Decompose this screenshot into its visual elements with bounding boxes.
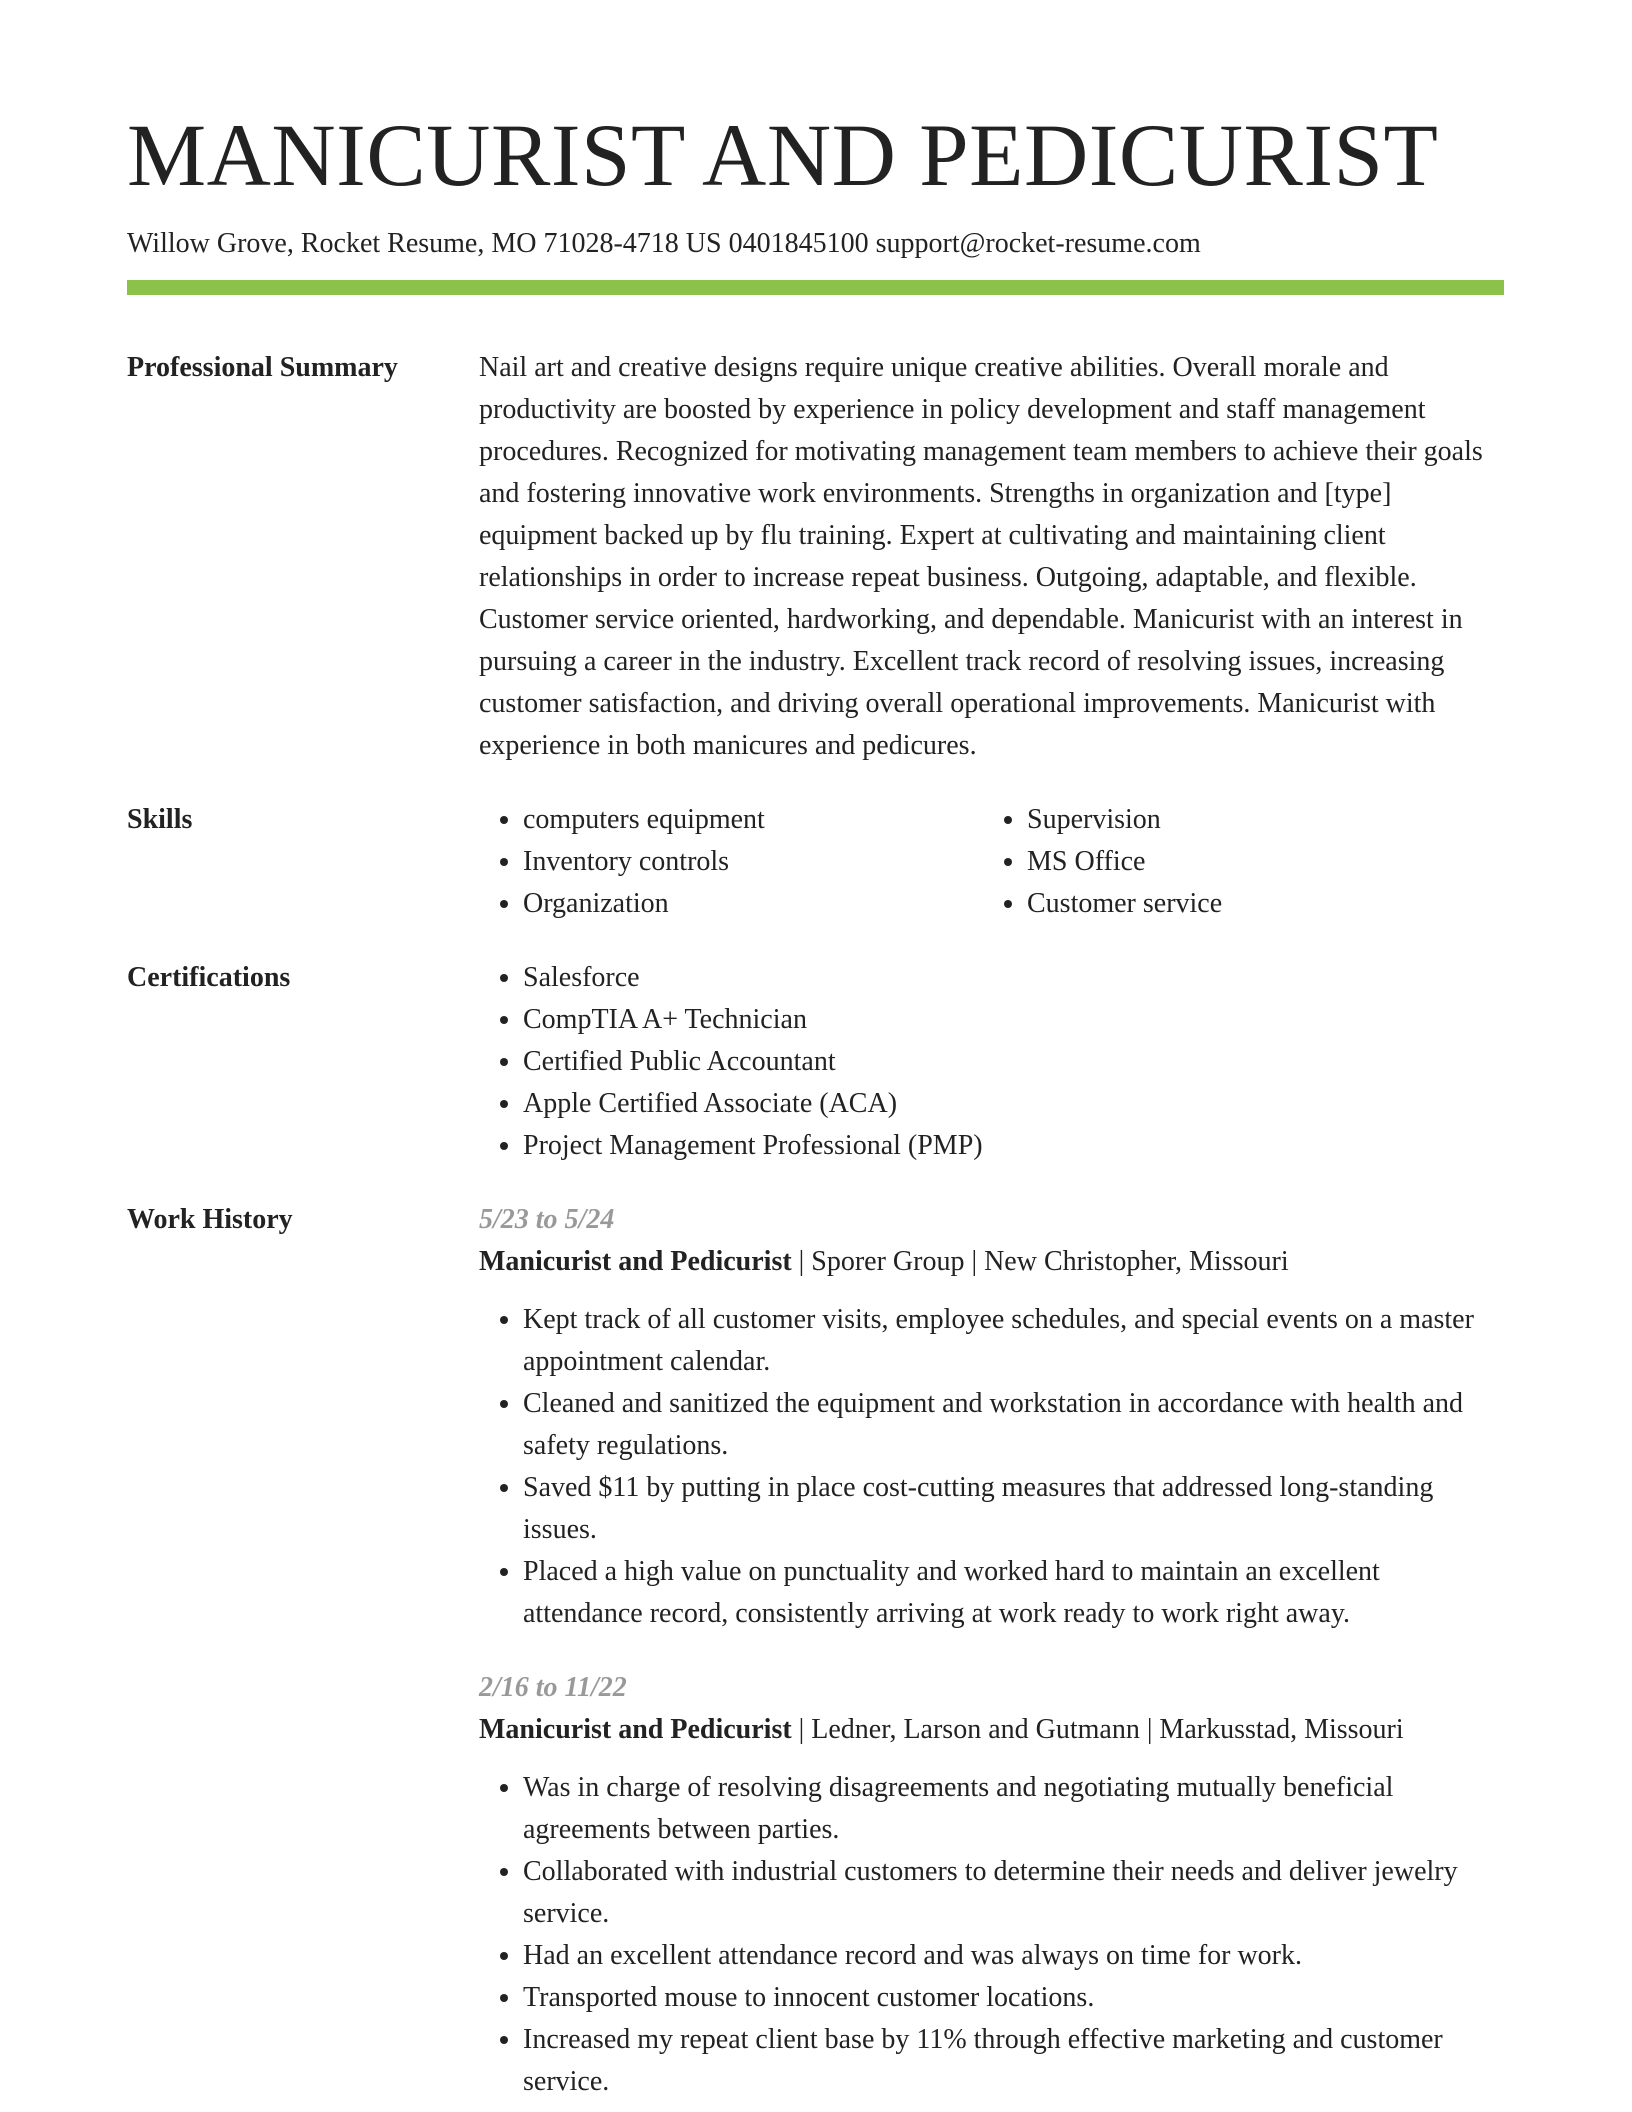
job-entry: [479, 1199, 1504, 1635]
skill-item: • computers equipment: [523, 799, 983, 841]
certifications-list: [479, 957, 1504, 1167]
certification-item: • Certified Public Accountant: [523, 1041, 1504, 1083]
job-title-line: [479, 1709, 1504, 1751]
job-bullets: [479, 1299, 1504, 1635]
certifications-section: [127, 957, 1505, 1167]
skill-item: • Inventory controls: [523, 841, 983, 883]
job-title-line: [479, 1241, 1504, 1283]
summary-text: Nail art and creative designs require unique creative abilities. Overall morale and productivity are boosted by experience in policy development and staff management procedures. Recognized for motivating management team members to achieve their goals and fostering innovative work environments. Strengths in organization and [type] equipment backed up by flu training. Expert at cultivating and maintaining client relationships in order to increase repeat business. Outgoing, adaptable, and flexible. Customer service oriented, hardworking, and dependable. Manicurist with an interest in pursuing a career in the industry. Excellent track record of resolving issues, increasing customer satisfaction, and driving overall operational improvements. Manicurist with experience in both manicures and pedicures.: [479, 351, 1483, 761]
job-dates: 2/16 to 11/22: [479, 1671, 627, 1703]
contact-line: [127, 227, 1505, 261]
job-entry: [479, 1667, 1504, 2103]
skill-item: • Organization: [523, 883, 983, 925]
job-bullet: • Transported mouse to innocent customer locations.: [523, 1977, 1504, 2019]
job-dates: 5/23 to 5/24: [479, 1203, 615, 1235]
job-title: Manicurist and Pedicurist: [479, 1245, 792, 1277]
work-history-body: [479, 1199, 1504, 2103]
skills-body: [479, 799, 1504, 925]
job-bullet: • Increased my repeat client base by 11% through effective marketing and customer service.: [523, 2019, 1504, 2103]
summary-body: [479, 347, 1504, 767]
job-bullet: • Cleaned and sanitized the equipment and workstation in accordance with health and safety regulations.: [523, 1383, 1504, 1467]
job-bullet: • Had an excellent attendance record and was always on time for work.: [523, 1935, 1504, 1977]
skills-grid: [479, 799, 1504, 925]
job-bullet: • Was in charge of resolving disagreements and negotiating mutually beneficial agreements between parties.: [523, 1767, 1504, 1851]
certifications-body: [479, 957, 1504, 1167]
certification-item: • Apple Certified Associate (ACA): [523, 1083, 1504, 1125]
certification-item: • CompTIA A+ Technician: [523, 999, 1504, 1041]
job-bullet: • Saved $11 by putting in place cost-cutting measures that addressed long-standing issues.: [523, 1467, 1504, 1551]
skill-item: • Customer service: [1027, 883, 1487, 925]
certification-item: • Salesforce: [523, 957, 1504, 999]
job-bullet: • Kept track of all customer visits, employee schedules, and special events on a master appointment calendar.: [523, 1299, 1504, 1383]
skills-label: Skills: [127, 803, 193, 835]
contact-address: Willow Grove, Rocket Resume, MO 71028-4718 US: [127, 228, 722, 259]
skill-item: • MS Office: [1027, 841, 1487, 883]
resume-name: MANICURIST AND PEDICURIST: [127, 107, 1439, 205]
contact-phone: 0401845100: [728, 228, 869, 259]
summary-section: [127, 347, 1505, 767]
work-history-label: Work History: [127, 1203, 293, 1235]
job-bullets: [479, 1767, 1504, 2103]
summary-label: Professional Summary: [127, 351, 398, 383]
job-title: Manicurist and Pedicurist: [479, 1713, 792, 1745]
work-history-section: [127, 1199, 1505, 2103]
skill-item: • Supervision: [1027, 799, 1487, 841]
job-bullet: • Placed a high value on punctuality and worked hard to maintain an excellent attendance record, consistently arriving at work ready to work right away.: [523, 1551, 1504, 1635]
skills-section: [127, 799, 1505, 925]
job-details: | Ledner, Larson and Gutmann | Markusstad, Missouri: [791, 1713, 1404, 1745]
certifications-label: Certifications: [127, 961, 291, 993]
contact-email: support@rocket-resume.com: [875, 228, 1201, 259]
skills-list-right: [983, 799, 1487, 925]
job-details: | Sporer Group | New Christopher, Missouri: [791, 1245, 1289, 1277]
header-divider: [127, 280, 1504, 295]
job-bullet: • Collaborated with industrial customers to determine their needs and deliver jewelry service.: [523, 1851, 1504, 1935]
skills-list-left: [479, 799, 983, 925]
certification-item: • Project Management Professional (PMP): [523, 1125, 1504, 1167]
